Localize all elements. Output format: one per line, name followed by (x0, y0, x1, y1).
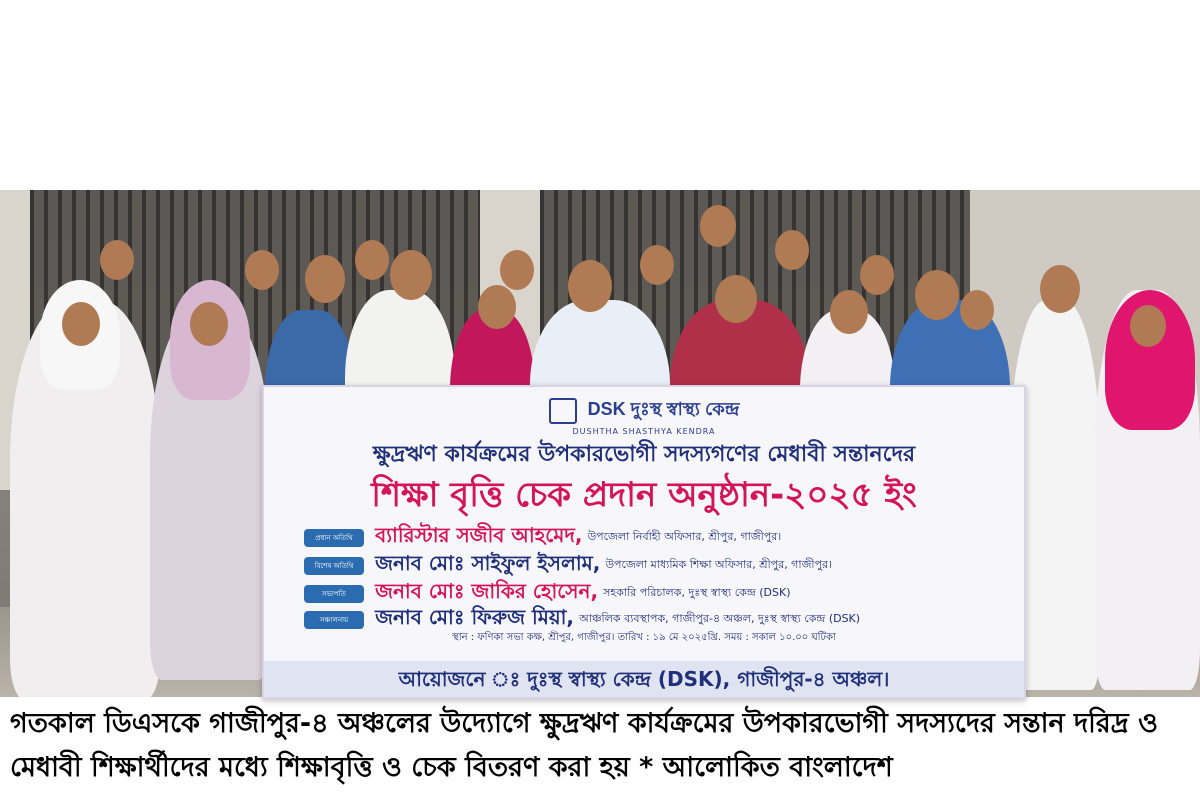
face (915, 270, 959, 320)
face (305, 255, 345, 303)
banner-heading-line2: শিক্ষা বৃত্তি চেক প্রদান অনুষ্ঠান-২০২৫ ইং (371, 475, 917, 515)
guest-row (304, 549, 832, 575)
face (640, 245, 674, 285)
dsk-logo-subtext: DUSHTHA SHASTHYA KENDRA (572, 427, 716, 436)
face (500, 250, 534, 290)
guest-description: উপজেলা মাধ্যমিক শিক্ষা অফিসার, শ্রীপুর, গাজীপুর। (605, 558, 833, 571)
guest-name: জনাব মোঃ জাকির হোসেন, (375, 579, 599, 603)
face (960, 290, 994, 330)
face (100, 240, 134, 280)
guest-role-tag: প্রধান অতিথি (304, 529, 364, 547)
guest-name: জনাব মোঃ ফিরুজ মিয়া, (375, 605, 575, 629)
event-banner (262, 385, 1026, 699)
top-whitespace (0, 0, 1200, 190)
guest-row (304, 521, 781, 547)
face (390, 250, 432, 300)
banner-heading-line1: ক্ষুদ্রঋণ কার্যক্রমের উপকারভোগী সদস্যগণের মেধাবী সন্তানদের (372, 442, 916, 467)
face (715, 275, 757, 323)
face (568, 260, 612, 312)
guest-row (304, 577, 791, 603)
face (775, 230, 809, 270)
face (1130, 305, 1166, 347)
caption-line1: গতকাল ডিএসকে গাজীপুর-৪ অঞ্চলের উদ্যোগে ক্ষুদ্রঋণ কার্যক্রমের উপকারভোগী সদস্যদের সন্তান দরিদ্র ও (10, 708, 1158, 739)
guest-description: উপজেলা নির্বাহী অফিসার, শ্রীপুর, গাজীপুর। (587, 530, 782, 543)
face (1040, 265, 1080, 313)
dsk-logo-text: DSK দুঃস্থ স্বাস্থ্য কেন্দ্র (587, 399, 740, 419)
face (62, 302, 100, 346)
guest-role-tag: সভাপতি (304, 585, 364, 603)
face (478, 285, 516, 329)
photo-caption (10, 702, 1190, 790)
guest-name: জনাব মোঃ সাইফুল ইসলাম, (375, 551, 601, 575)
guest-role-tag: সঞ্চালনায় (304, 611, 364, 629)
face (860, 255, 894, 295)
guest-row (304, 603, 860, 629)
venue-date-time: স্থান : ফণিকা সভা কক্ষ, শ্রীপুর, গাজীপুর। তারিখ : ১৯ মে ২০২৫খ্রি. সময় : সকাল ১০.০০ ঘটিকা (452, 632, 836, 643)
face (190, 302, 228, 346)
face (355, 240, 389, 280)
dsk-logo-icon (549, 398, 577, 424)
face (830, 290, 868, 334)
guest-description: সহকারি পরিচালক, দুঃস্থ স্বাস্থ্য কেন্দ্র (DSK) (603, 586, 791, 599)
guest-role-tag: বিশেষ অতিথি (304, 557, 364, 575)
face (245, 250, 279, 290)
dsk-logo (264, 395, 1024, 436)
guest-description: আঞ্চলিক ব্যবস্থাপক, গাজীপুর-৪ অঞ্চল, দুঃস্থ স্বাস্থ্য কেন্দ্র (DSK) (579, 612, 861, 625)
face (700, 205, 736, 247)
caption-line2: মেধাবী শিক্ষার্থীদের মধ্যে শিক্ষাবৃত্তি ও চেক বিতরণ করা হয় * আলোকিত বাংলাদেশ (10, 752, 893, 783)
guest-name: ব্যারিস্টার সজীব আহমেদ, (375, 523, 583, 547)
organizer-strip: আয়োজনে ঃ দুঃস্থ স্বাস্থ্য কেন্দ্র (DSK), গাজীপুর-৪ অঞ্চল। (264, 661, 1024, 697)
